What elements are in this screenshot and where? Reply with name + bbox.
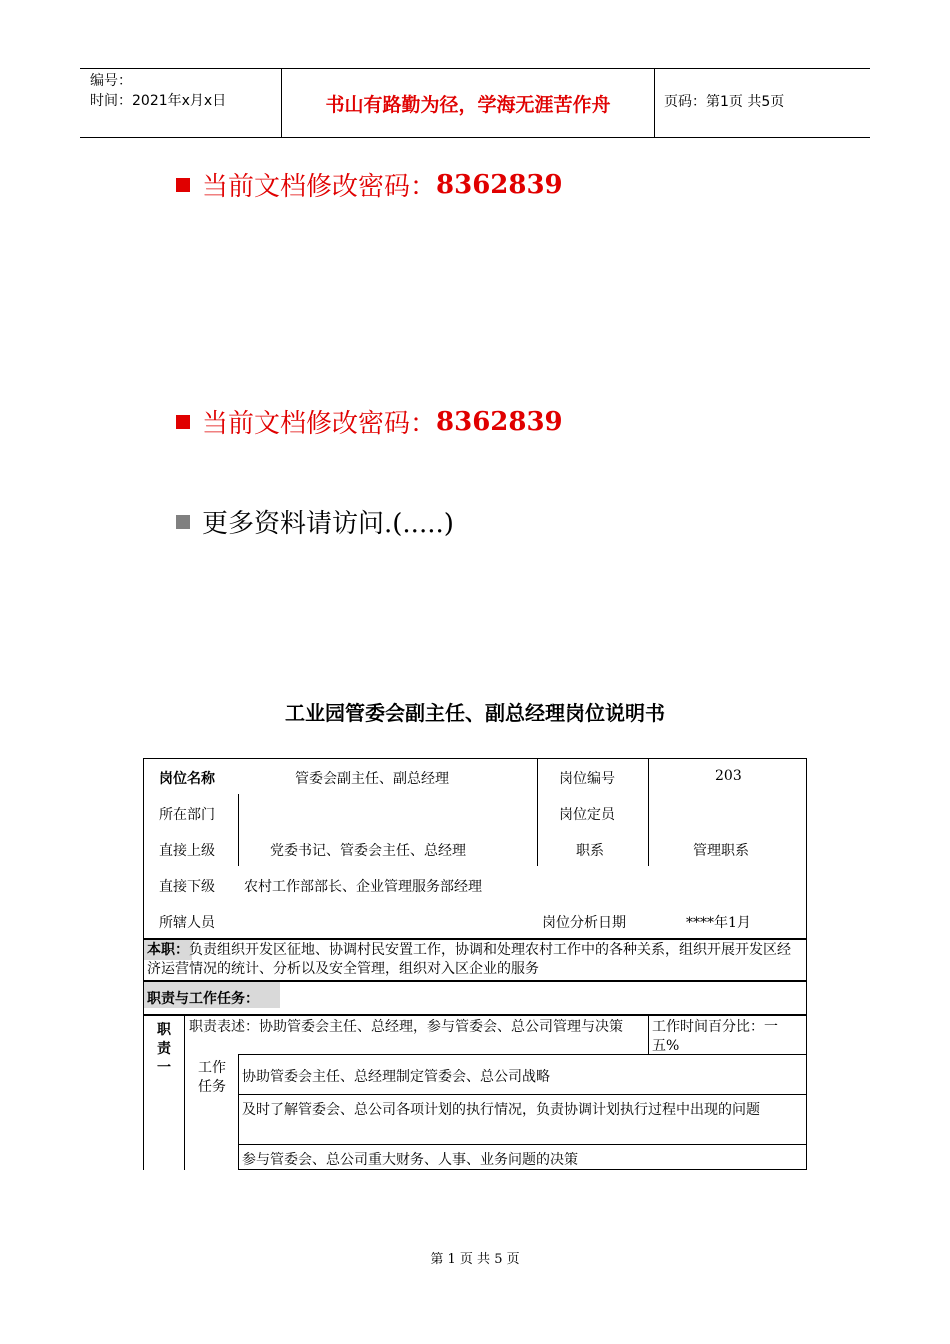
header-motto: 书山有路勤为径，学海无涯苦作舟 bbox=[282, 69, 655, 137]
analysis-date-label: 岗位分析日期 bbox=[542, 915, 626, 931]
header-meta bbox=[80, 69, 282, 137]
password-code: 8362839 bbox=[436, 169, 563, 200]
password-notice-text: 当前文档修改密码： bbox=[202, 172, 437, 202]
cell-divider bbox=[648, 1016, 649, 1054]
duty-text: 负责组织开发区征地、协调村民安置工作，协调和处理农村工作中的各种关系，组织开展开发区经济运营情况的统计、分析以及安全管理，组织对入区企业的服务 bbox=[147, 942, 791, 977]
resp1-label-3: 一 bbox=[157, 1060, 171, 1076]
password-notice-text: 当前文档修改密码： bbox=[202, 409, 437, 439]
more-info-text: 更多资料请访问.(.....) bbox=[202, 509, 454, 539]
task-item: 及时了解管委会、总公司各项计划的执行情况，负责协调计划执行过程中出现的问题 bbox=[242, 1102, 760, 1118]
page-header bbox=[80, 68, 870, 138]
row-divider bbox=[143, 1014, 807, 1016]
subordinate-label: 直接下级 bbox=[159, 879, 215, 895]
cell-divider bbox=[238, 1054, 239, 1170]
table-border bbox=[806, 758, 807, 1170]
resp1-description: 职责表述：协助管委会主任、总经理，参与管委会、总公司管理与决策 bbox=[189, 1019, 623, 1035]
post-number-label: 岗位编号 bbox=[559, 771, 615, 787]
department-label: 所在部门 bbox=[159, 807, 215, 823]
red-square-bullet-icon bbox=[176, 415, 190, 429]
duty-label: 本职： bbox=[147, 942, 189, 958]
series-label: 职系 bbox=[576, 843, 604, 859]
password-code: 8362839 bbox=[436, 406, 563, 437]
resp1-time-percent: 工作时间百分比：一五% bbox=[652, 1019, 778, 1054]
cell-divider bbox=[537, 758, 538, 866]
password-notice-2 bbox=[176, 403, 563, 440]
superior-value: 党委书记、管委会主任、总经理 bbox=[270, 843, 466, 859]
table-border bbox=[143, 758, 144, 1170]
page-footer: 第 1 页 共 5 页 bbox=[430, 1252, 520, 1267]
tasks-header: 职责与工作任务： bbox=[147, 991, 259, 1007]
work-tasks-label-1: 工作 bbox=[198, 1060, 226, 1076]
staff-label: 所辖人员 bbox=[159, 915, 215, 931]
cell-divider bbox=[184, 1016, 185, 1170]
job-description-table bbox=[143, 758, 807, 1170]
duty-cell bbox=[147, 941, 803, 979]
row-divider bbox=[238, 1144, 807, 1145]
row-divider bbox=[238, 1054, 807, 1055]
password-notice-1 bbox=[176, 166, 563, 203]
doc-time-label: 时间：2021年x月x日 bbox=[90, 93, 227, 109]
gray-square-bullet-icon bbox=[176, 515, 190, 529]
subordinate-value: 农村工作部部长、企业管理服务部经理 bbox=[244, 879, 482, 895]
analysis-date-value: ****年1月 bbox=[686, 915, 751, 931]
red-square-bullet-icon bbox=[176, 178, 190, 192]
doc-number-label: 编号： bbox=[90, 73, 132, 89]
row-divider bbox=[238, 1094, 807, 1095]
document-title: 工业园管委会副主任、副总经理岗位说明书 bbox=[285, 701, 665, 725]
header-page-number: 页码：第1页 共5页 bbox=[664, 94, 785, 110]
cell-divider bbox=[238, 794, 239, 866]
row-divider bbox=[143, 938, 807, 940]
post-name-value: 管委会副主任、副总经理 bbox=[295, 771, 449, 787]
more-info-notice bbox=[176, 503, 454, 540]
superior-label: 直接上级 bbox=[159, 843, 215, 859]
resp1-label-2: 责 bbox=[157, 1041, 171, 1057]
task-item: 协助管委会主任、总经理制定管委会、总公司战略 bbox=[242, 1069, 550, 1085]
row-divider bbox=[238, 1169, 807, 1170]
series-value: 管理职系 bbox=[693, 843, 749, 859]
table-border bbox=[143, 758, 807, 759]
post-name-label: 岗位名称 bbox=[159, 771, 215, 787]
quota-label: 岗位定员 bbox=[559, 807, 615, 823]
post-number-value: 203 bbox=[715, 768, 742, 784]
cell-divider bbox=[648, 758, 649, 866]
work-tasks-label-2: 任务 bbox=[198, 1079, 226, 1095]
task-item: 参与管委会、总公司重大财务、人事、业务问题的决策 bbox=[242, 1152, 578, 1168]
resp1-label-1: 职 bbox=[157, 1022, 171, 1038]
